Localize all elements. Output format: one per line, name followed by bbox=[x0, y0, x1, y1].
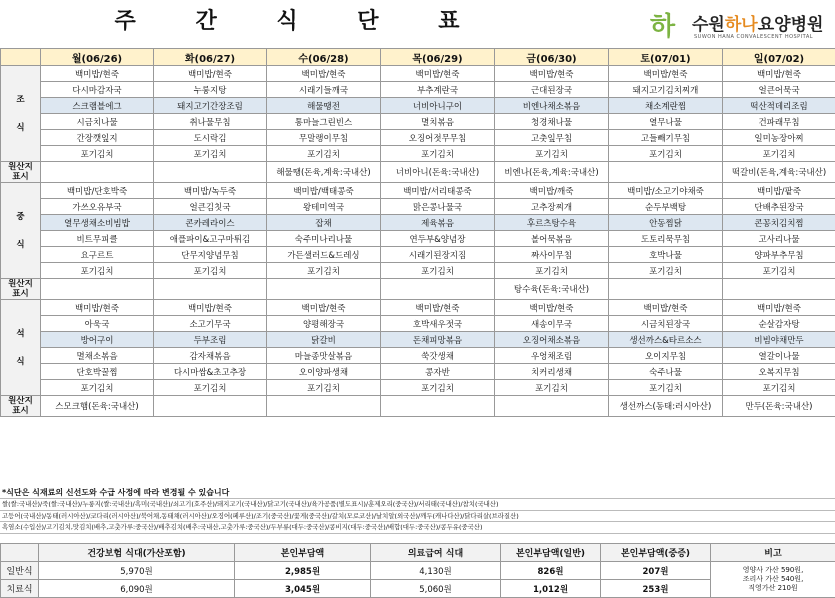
menu-item: 비트무피클 bbox=[41, 231, 154, 247]
menu-item: 돼지고기김치찌개 bbox=[609, 82, 723, 98]
price-corner bbox=[1, 544, 39, 562]
menu-item: 호박새우젓국 bbox=[381, 316, 495, 332]
price-row-label: 일반식 bbox=[1, 562, 39, 580]
menu-item: 숙주나물 bbox=[609, 364, 723, 380]
origin-cell bbox=[154, 162, 267, 183]
note-line: *식단은 식재료의 신선도와 수급 사정에 따라 변경될 수 있습니다 bbox=[0, 488, 835, 499]
price-cell: 5,970원 bbox=[39, 562, 235, 580]
origin-row bbox=[1, 396, 835, 417]
menu-item: 오징어채소볶음 bbox=[495, 332, 609, 348]
weekly-menu-table bbox=[0, 48, 835, 417]
menu-row bbox=[1, 348, 835, 364]
menu-item: 백미밥/현죽 bbox=[609, 66, 723, 82]
menu-item: 열무생채소비빔밥 bbox=[41, 215, 154, 231]
day-header: 화(06/27) bbox=[154, 49, 267, 66]
menu-body bbox=[1, 66, 835, 417]
origin-cell bbox=[41, 162, 154, 183]
menu-item: 새송이무국 bbox=[495, 316, 609, 332]
origin-label: 원산지 표시 bbox=[1, 279, 41, 300]
menu-item: 포기김치 bbox=[723, 380, 835, 396]
menu-item: 포기김치 bbox=[723, 146, 835, 162]
origin-cell: 떡갈비(돈육,계육:국내산) bbox=[723, 162, 835, 183]
menu-item: 제육볶음 bbox=[381, 215, 495, 231]
meal-label: 석 식 bbox=[1, 300, 41, 396]
origin-cell bbox=[609, 279, 723, 300]
menu-item: 포기김치 bbox=[609, 263, 723, 279]
price-header: 의료급여 식대 bbox=[371, 544, 501, 562]
logo-name-highlight: 하나 bbox=[724, 15, 758, 35]
day-header: 금(06/30) bbox=[495, 49, 609, 66]
menu-item: 멸치볶음 bbox=[381, 114, 495, 130]
menu-item: 시금치된장국 bbox=[609, 316, 723, 332]
price-row bbox=[1, 562, 835, 580]
menu-item: 오징어젓무무침 bbox=[381, 130, 495, 146]
menu-item: 백미밥/백태콩죽 bbox=[267, 183, 381, 199]
origin-cell bbox=[381, 279, 495, 300]
menu-item: 돼지고기간장조림 bbox=[154, 98, 267, 114]
day-header: 일(07/02) bbox=[723, 49, 835, 66]
menu-item: 후르츠탕수육 bbox=[495, 215, 609, 231]
price-cell: 207원 bbox=[601, 562, 711, 580]
menu-item: 고춧잎무침 bbox=[495, 130, 609, 146]
origin-cell bbox=[381, 396, 495, 417]
menu-item: 콘꽁치김치찜 bbox=[723, 215, 835, 231]
price-row bbox=[1, 580, 835, 598]
menu-item: 포기김치 bbox=[154, 380, 267, 396]
menu-item: 백미밥/녹두죽 bbox=[154, 183, 267, 199]
header bbox=[0, 0, 835, 48]
origin-label: 원산지 표시 bbox=[1, 162, 41, 183]
menu-row bbox=[1, 364, 835, 380]
menu-item: 포기김치 bbox=[41, 146, 154, 162]
origin-cell bbox=[267, 396, 381, 417]
menu-item: 시래기된장지짐 bbox=[381, 247, 495, 263]
menu-item: 멸채소볶음 bbox=[41, 348, 154, 364]
menu-item: 오이양파생채 bbox=[267, 364, 381, 380]
menu-item: 도시락김 bbox=[154, 130, 267, 146]
menu-item: 포기김치 bbox=[267, 380, 381, 396]
menu-item: 쑥갓생채 bbox=[381, 348, 495, 364]
meal-label: 조 식 bbox=[1, 66, 41, 162]
origin-cell bbox=[267, 279, 381, 300]
menu-item: 열무나물 bbox=[609, 114, 723, 130]
menu-item: 누룽지탕 bbox=[154, 82, 267, 98]
price-header: 비고 bbox=[711, 544, 835, 562]
menu-item: 백미밥/현죽 bbox=[41, 66, 154, 82]
menu-item: 포기김치 bbox=[381, 263, 495, 279]
menu-item: 도토리묵무침 bbox=[609, 231, 723, 247]
menu-item: 스크램블에그 bbox=[41, 98, 154, 114]
day-header-row bbox=[1, 49, 835, 66]
menu-item: 근대된장국 bbox=[495, 82, 609, 98]
menu-item: 백미밥/단호박죽 bbox=[41, 183, 154, 199]
menu-item: 얼큰김칫국 bbox=[154, 199, 267, 215]
menu-item: 백미밥/현죽 bbox=[381, 66, 495, 82]
price-cell: 826원 bbox=[501, 562, 601, 580]
menu-item: 안동찜닭 bbox=[609, 215, 723, 231]
price-cell: 253원 bbox=[601, 580, 711, 598]
origin-cell: 해물땡(돈육,계육:국내산) bbox=[267, 162, 381, 183]
menu-item: 너비아니구이 bbox=[381, 98, 495, 114]
menu-item: 청경채나물 bbox=[495, 114, 609, 130]
menu-row bbox=[1, 316, 835, 332]
menu-item: 다시마감자국 bbox=[41, 82, 154, 98]
price-cell: 5,060원 bbox=[371, 580, 501, 598]
menu-item: 포기김치 bbox=[495, 263, 609, 279]
menu-item: 채소계란찜 bbox=[609, 98, 723, 114]
menu-item: 숙주미나리나물 bbox=[267, 231, 381, 247]
origin-row bbox=[1, 162, 835, 183]
menu-item: 포기김치 bbox=[267, 263, 381, 279]
logo-name-prefix: 수원 bbox=[692, 15, 725, 35]
menu-item: 일미농장아찌 bbox=[723, 130, 835, 146]
menu-item: 해물땡전 bbox=[267, 98, 381, 114]
menu-item: 호박나물 bbox=[609, 247, 723, 263]
menu-item: 돈채피망볶음 bbox=[381, 332, 495, 348]
menu-item: 애플파이&고구마튀김 bbox=[154, 231, 267, 247]
origin-cell: 생선까스(동태:러시아산) bbox=[609, 396, 723, 417]
origin-cell: 탕수육(돈육:국내산) bbox=[495, 279, 609, 300]
menu-item: 비엔나채소볶음 bbox=[495, 98, 609, 114]
menu-item: 간장깻잎지 bbox=[41, 130, 154, 146]
menu-item: 포기김치 bbox=[609, 380, 723, 396]
menu-item: 두부조림 bbox=[154, 332, 267, 348]
menu-row bbox=[1, 231, 835, 247]
corner-cell bbox=[1, 49, 41, 66]
menu-item: 부추계란국 bbox=[381, 82, 495, 98]
menu-item: 고들빼기무침 bbox=[609, 130, 723, 146]
menu-item: 아욱국 bbox=[41, 316, 154, 332]
menu-item: 열갈이나물 bbox=[723, 348, 835, 364]
price-header: 본인부담액(일반) bbox=[501, 544, 601, 562]
origin-cell bbox=[609, 162, 723, 183]
menu-item: 백미밥/현죽 bbox=[723, 300, 835, 316]
menu-row bbox=[1, 332, 835, 348]
logo-subtitle: SUWON HANA CONVALESCENT HOSPITAL bbox=[694, 34, 814, 40]
hospital-logo bbox=[650, 6, 830, 44]
origin-cell bbox=[154, 396, 267, 417]
menu-row bbox=[1, 98, 835, 114]
price-cell: 2,985원 bbox=[235, 562, 371, 580]
price-cell: 4,130원 bbox=[371, 562, 501, 580]
menu-row bbox=[1, 146, 835, 162]
menu-item: 잡채 bbox=[267, 215, 381, 231]
menu-item: 왕테미역국 bbox=[267, 199, 381, 215]
menu-item: 포기김치 bbox=[267, 146, 381, 162]
origin-cell: 만두(돈육:국내산) bbox=[723, 396, 835, 417]
menu-row bbox=[1, 215, 835, 231]
menu-item: 백미밥/깨죽 bbox=[495, 183, 609, 199]
menu-item: 통마늘그린빈스 bbox=[267, 114, 381, 130]
menu-item: 오이지무침 bbox=[609, 348, 723, 364]
day-header: 목(06/29) bbox=[381, 49, 495, 66]
menu-item: 양파부추무침 bbox=[723, 247, 835, 263]
menu-item: 포기김치 bbox=[41, 263, 154, 279]
menu-item: 포기김치 bbox=[154, 263, 267, 279]
menu-item: 백미밥/현죽 bbox=[495, 66, 609, 82]
menu-item: 포기김치 bbox=[495, 380, 609, 396]
logo-name-suffix: 요양병원 bbox=[757, 15, 824, 35]
origin-cell bbox=[154, 279, 267, 300]
menu-row bbox=[1, 247, 835, 263]
menu-item: 요구르트 bbox=[41, 247, 154, 263]
menu-item: 백미밥/소고기야채죽 bbox=[609, 183, 723, 199]
price-table bbox=[0, 543, 835, 598]
menu-item: 백미밥/현죽 bbox=[267, 66, 381, 82]
logo-icon: 하 bbox=[650, 12, 676, 42]
menu-item: 백미밥/현죽 bbox=[381, 300, 495, 316]
menu-item: 오복지무침 bbox=[723, 364, 835, 380]
menu-item: 생선까스&타르소스 bbox=[609, 332, 723, 348]
origin-label: 원산지 표시 bbox=[1, 396, 41, 417]
menu-item: 백미밥/현죽 bbox=[609, 300, 723, 316]
notes-section bbox=[0, 488, 835, 544]
price-row-label: 치료식 bbox=[1, 580, 39, 598]
menu-item: 양평해장국 bbox=[267, 316, 381, 332]
menu-row bbox=[1, 183, 835, 199]
menu-row bbox=[1, 66, 835, 82]
origin-cell: 비엔나(돈육,계육:국내산) bbox=[495, 162, 609, 183]
origin-cell: 너비아니(돈육:국내산) bbox=[381, 162, 495, 183]
menu-item: 포기김치 bbox=[723, 263, 835, 279]
menu-item: 볼어묵볶음 bbox=[495, 231, 609, 247]
price-header: 본인부담액(중증) bbox=[601, 544, 711, 562]
day-header: 토(07/01) bbox=[609, 49, 723, 66]
price-note: 영양사 가산 590원, 조리사 가산 540원, 직영가산 210원 bbox=[711, 562, 835, 598]
menu-item: 다시마쌈&초고추장 bbox=[154, 364, 267, 380]
menu-item: 떡산적데리조림 bbox=[723, 98, 835, 114]
menu-item: 감자채볶음 bbox=[154, 348, 267, 364]
menu-item: 포기김치 bbox=[154, 146, 267, 162]
menu-item: 콩자반 bbox=[381, 364, 495, 380]
price-cell: 1,012원 bbox=[501, 580, 601, 598]
note-line: 고등어(국내산)/동태(러시아산)/코다리(러시아산)/북어채,동태채(러시아산)/오징어(페루산)/조기(중국산)/꽃게(중국산)/갈치(모로코산)/날치알(외국산)/깨두(캐나다산)/닭다리살(브라질산) bbox=[0, 511, 835, 522]
menu-item: 포기김치 bbox=[495, 146, 609, 162]
menu-row bbox=[1, 199, 835, 215]
menu-item: 시금치나물 bbox=[41, 114, 154, 130]
menu-item: 백미밥/팥죽 bbox=[723, 183, 835, 199]
menu-item: 백미밥/현죽 bbox=[154, 300, 267, 316]
price-header-row bbox=[1, 544, 835, 562]
menu-item: 맑은콩나물국 bbox=[381, 199, 495, 215]
price-cell: 3,045원 bbox=[235, 580, 371, 598]
menu-item: 백미밥/현죽 bbox=[495, 300, 609, 316]
logo-name bbox=[692, 10, 823, 35]
menu-item: 백미밥/현죽 bbox=[267, 300, 381, 316]
price-cell: 6,090원 bbox=[39, 580, 235, 598]
note-line: 쌀(쌀:국내산)/죽(쌀:국내산)/누룽지(쌀:국내산)/흑미(국내산)/쇠고기(호주산)/돼지고기(국내산)/닭고기(국내산)/육가공품(별도표시)/훈제오리(중국산)/서리태(국내산)/참치(국내산) bbox=[0, 499, 835, 510]
menu-row bbox=[1, 130, 835, 146]
menu-item: 무말랭이무침 bbox=[267, 130, 381, 146]
menu-item: 단배추된장국 bbox=[723, 199, 835, 215]
menu-item: 콘카레라이스 bbox=[154, 215, 267, 231]
menu-row bbox=[1, 263, 835, 279]
menu-item: 순두부백탕 bbox=[609, 199, 723, 215]
menu-item: 얼큰어묵국 bbox=[723, 82, 835, 98]
menu-item: 가쓰오유부국 bbox=[41, 199, 154, 215]
origin-cell bbox=[723, 279, 835, 300]
menu-item: 포기김치 bbox=[381, 146, 495, 162]
meal-label: 중 식 bbox=[1, 183, 41, 279]
origin-row bbox=[1, 279, 835, 300]
menu-item: 취나물무침 bbox=[154, 114, 267, 130]
menu-item: 백미밥/현죽 bbox=[41, 300, 154, 316]
origin-cell bbox=[495, 396, 609, 417]
menu-item: 소고기무국 bbox=[154, 316, 267, 332]
menu-item: 순살감자탕 bbox=[723, 316, 835, 332]
menu-item: 연두부&양념장 bbox=[381, 231, 495, 247]
price-header: 건강보험 식대(가산포함) bbox=[39, 544, 235, 562]
menu-row bbox=[1, 300, 835, 316]
menu-item: 포기김치 bbox=[381, 380, 495, 396]
menu-item: 닭갈비 bbox=[267, 332, 381, 348]
day-header: 월(06/26) bbox=[41, 49, 154, 66]
menu-row bbox=[1, 82, 835, 98]
menu-item: 백미밥/서리태콩죽 bbox=[381, 183, 495, 199]
menu-item: 우엉채조림 bbox=[495, 348, 609, 364]
menu-item: 포기김치 bbox=[41, 380, 154, 396]
menu-item: 단호박꿀찜 bbox=[41, 364, 154, 380]
menu-item: 고사리나물 bbox=[723, 231, 835, 247]
menu-item: 치커리생채 bbox=[495, 364, 609, 380]
menu-row bbox=[1, 380, 835, 396]
menu-item: 비빔야채만두 bbox=[723, 332, 835, 348]
menu-item: 고추장찌개 bbox=[495, 199, 609, 215]
menu-item: 백미밥/현죽 bbox=[723, 66, 835, 82]
note-line: 흑염소(수입산)/고기김치,맛김치(배추,고춧가루:중국산)/배추김치(배추:국내산,고춧가루:중국산)/두부류(대두:중국산)/콩비지(대두:중국산)/배합(대두:중국산)/콩두유(중국산) bbox=[0, 522, 835, 533]
menu-item: 시래기들깨국 bbox=[267, 82, 381, 98]
menu-item: 가든샐러드&드레싱 bbox=[267, 247, 381, 263]
origin-cell bbox=[41, 279, 154, 300]
menu-item: 백미밥/현죽 bbox=[154, 66, 267, 82]
day-header: 수(06/28) bbox=[267, 49, 381, 66]
menu-row bbox=[1, 114, 835, 130]
menu-item: 포기김치 bbox=[609, 146, 723, 162]
page-title: 주 간 식 단 표 bbox=[114, 9, 486, 34]
menu-item: 방어구이 bbox=[41, 332, 154, 348]
origin-cell: 스모크햄(돈육:국내산) bbox=[41, 396, 154, 417]
menu-item: 마늘종맛살볶음 bbox=[267, 348, 381, 364]
menu-item: 건파래무침 bbox=[723, 114, 835, 130]
menu-item: 단무지양념무침 bbox=[154, 247, 267, 263]
price-header: 본인부담액 bbox=[235, 544, 371, 562]
menu-item: 짜사이무침 bbox=[495, 247, 609, 263]
